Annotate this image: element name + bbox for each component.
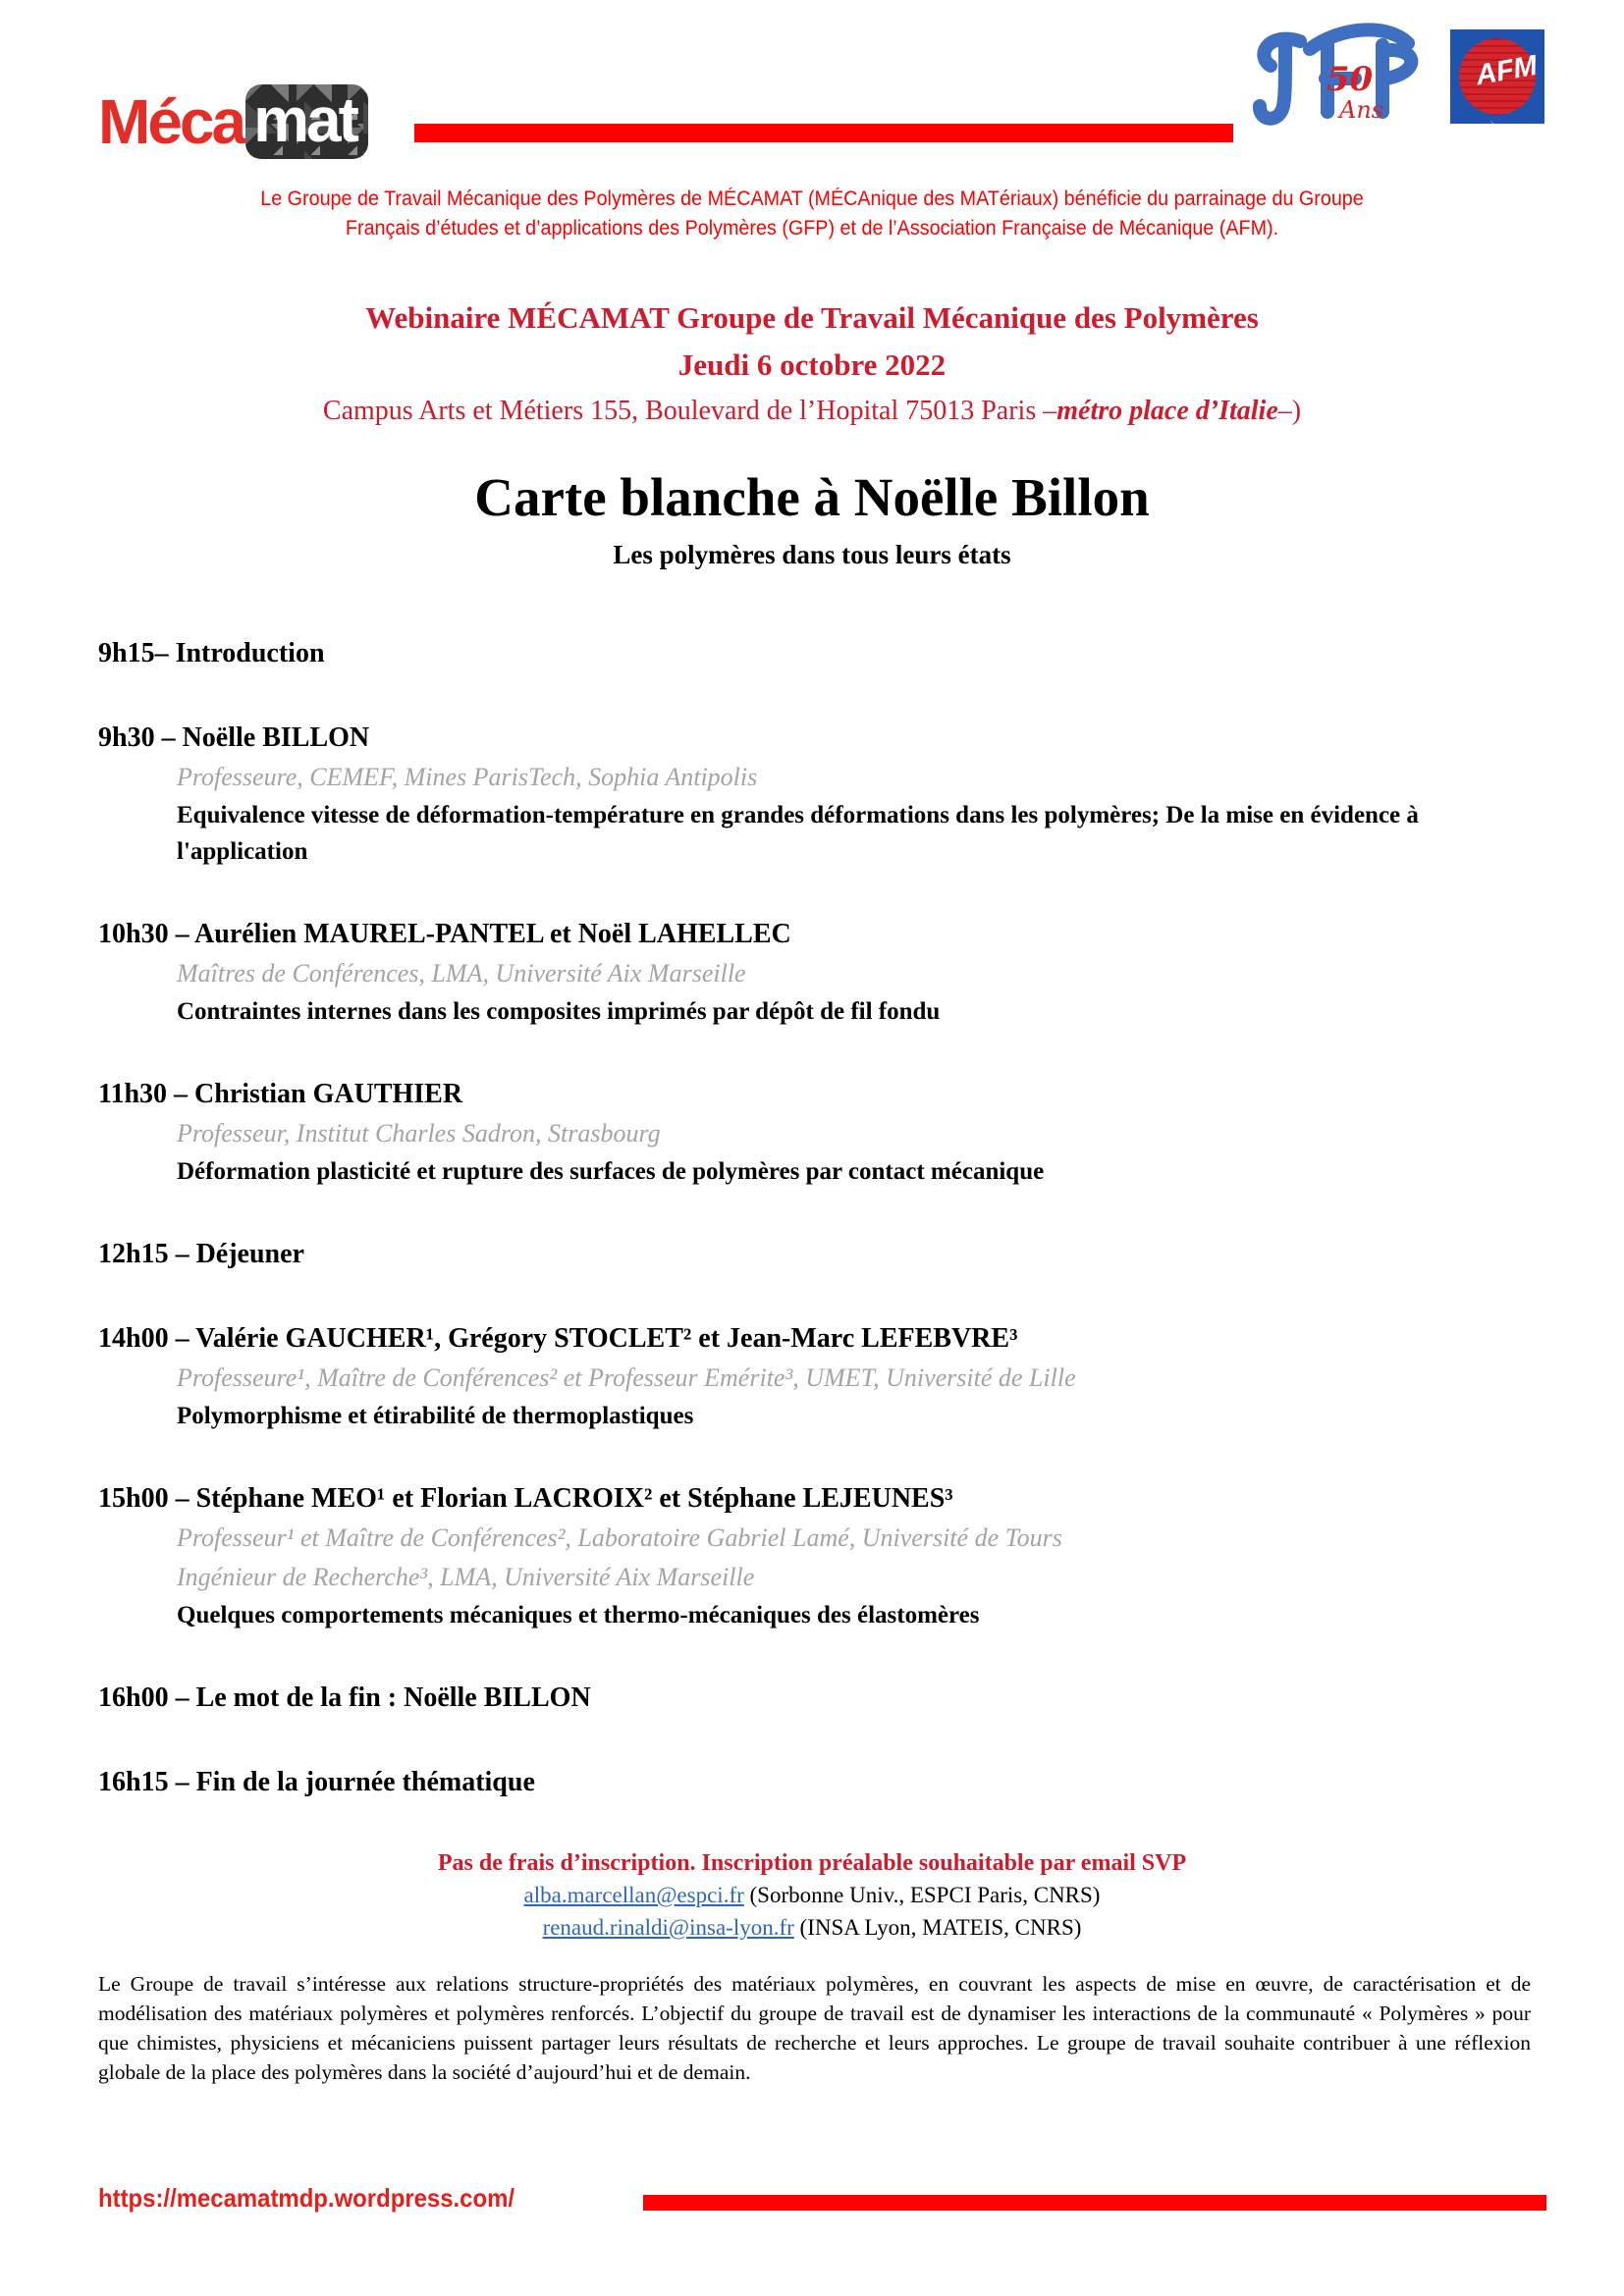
speaker-affiliation: Professeur¹ et Maître de Conférences², Laboratoire Gabriel Lamé, Université de Tours — [177, 1523, 1062, 1552]
talk-title: Equivalence vitesse de déformation-température en grandes déformations dans les polymères; De la mise en évidence à l'application — [177, 802, 1419, 865]
event-location-suffix: –) — [1277, 396, 1302, 426]
patronage-text — [49, 185, 1576, 243]
schedule-time-title: 9h15– Introduction — [98, 638, 325, 668]
headline — [0, 467, 1624, 571]
event-metro-note: métro place d’Italie — [1056, 396, 1278, 426]
contact-affiliation: (INSA Lyon, MATEIS, CNRS) — [793, 1915, 1082, 1940]
event-location-prefix: Campus Arts et Métiers 155, Boulevard de l’Hopital 75013 Paris – — [322, 396, 1057, 426]
speaker-affiliation: Ingénieur de Recherche³, LMA, Université Aix Marseille — [177, 1563, 755, 1591]
contact-email-link[interactable]: renaud.rinaldi@insa-lyon.fr — [542, 1915, 794, 1940]
schedule-item — [98, 1479, 1536, 1633]
schedule-item — [98, 1235, 1536, 1274]
schedule-item — [98, 719, 1536, 870]
registration-contacts — [0, 1879, 1624, 1944]
event-date: Jeudi 6 octobre 2022 — [677, 347, 947, 382]
contact-affiliation: (Sorbonne Univ., ESPCI Paris, CNRS) — [743, 1883, 1101, 1907]
footer-url-link[interactable]: https://mecamatmdp.wordpress.com/ — [98, 2183, 515, 2213]
schedule-time-title: 9h30 – Noëlle BILLON — [98, 722, 370, 753]
top-red-divider — [414, 124, 1233, 142]
talk-title: Contraintes internes dans les composites imprimés par dépôt de fil fondu — [177, 998, 941, 1025]
schedule-item — [98, 1319, 1536, 1434]
event-location — [0, 389, 1624, 434]
gfp-50-text: 50 — [1326, 60, 1374, 99]
page-header — [0, 0, 1624, 177]
registration-block — [0, 1847, 1624, 1944]
contact-line — [0, 1911, 1624, 1944]
speaker-affiliation: Professeure¹, Maître de Conférences² et Professeur Emérite³, UMET, Université de Lille — [177, 1363, 1076, 1392]
schedule-time-title: 12h15 – Déjeuner — [98, 1239, 304, 1269]
schedule-item — [98, 634, 1536, 673]
patronage-line-1: Le Groupe de Travail Mécanique des Polymères de MÉCAMAT (MÉCAnique des MATériaux) bénéficie du parrainage du Groupe — [260, 187, 1364, 210]
mecamat-logo-tile-box — [245, 84, 368, 159]
schedule-time-title: 15h00 – Stéphane MEO¹ et Florian LACROIX² et Stéphane LEJEUNES³ — [98, 1483, 953, 1514]
schedule-time-title: 10h30 – Aurélien MAUREL-PANTEL et Noël LAHELLEC — [98, 919, 791, 949]
schedule-item — [98, 1763, 1536, 1802]
event-title: Webinaire MÉCAMAT Groupe de Travail Mécanique des Polymères — [365, 300, 1259, 335]
contact-email-link[interactable]: alba.marcellan@espci.fr — [523, 1883, 744, 1907]
gfp-logo — [1239, 20, 1440, 139]
mecamat-logo-meca-text: Méca — [98, 86, 244, 157]
afm-logo — [1450, 29, 1544, 124]
mecamat-logo-mat-text: mat — [253, 84, 356, 155]
schedule-time-title: 16h00 – Le mot de la fin : Noëlle BILLON — [98, 1682, 591, 1713]
gfp-anniversary — [1316, 60, 1384, 124]
footer-red-divider — [643, 2195, 1546, 2211]
schedule-time-title: 16h15 – Fin de la journée thématique — [98, 1767, 535, 1797]
event-header — [0, 294, 1624, 434]
gfp-ans-text: Ans — [1339, 96, 1384, 124]
talk-title: Déformation plasticité et rupture des surfaces de polymères par contact mécanique — [177, 1158, 1045, 1185]
schedule-item — [98, 915, 1536, 1030]
contact-line — [0, 1879, 1624, 1911]
schedule-time-title: 11h30 – Christian GAUTHIER — [98, 1079, 463, 1109]
schedule-item — [98, 1075, 1536, 1190]
speaker-affiliation: Maîtres de Conférences, LMA, Université Aix Marseille — [177, 959, 746, 988]
schedule-time-title: 14h00 – Valérie GAUCHER¹, Grégory STOCLET² et Jean-Marc LEFEBVRE³ — [98, 1323, 1018, 1354]
speaker-affiliation: Professeure, CEMEF, Mines ParisTech, Sophia Antipolis — [177, 763, 758, 791]
talk-title: Quelques comportements mécaniques et thermo-mécaniques des élastomères — [177, 1602, 980, 1629]
page-subtitle: Les polymères dans tous leurs états — [613, 540, 1011, 569]
speaker-affiliation: Professeur, Institut Charles Sadron, Strasbourg — [177, 1119, 661, 1148]
schedule-list — [98, 634, 1536, 1802]
about-paragraph: Le Groupe de travail s’intéresse aux relations structure-propriétés des matériaux polymères, en couvrant les aspects de mise en œuvre, de caractérisation et de modélisation des matériaux polymères et polymères renforcés. L’objectif du groupe de travail est de dynamiser les interactions de la communauté « Polymères » pour que chimistes, physiciens et mécaniciens puissent partager leurs résultats de recherche et leurs approches. Le groupe de travail souhaite contribuer à une réflexion globale de la place des polymères dans la société d’aujourd’hui et de demain. — [98, 1972, 1531, 2084]
registration-notice: Pas de frais d’inscription. Inscription préalable souhaitable par email SVP — [437, 1850, 1187, 1876]
patronage-line-2: Français d’études et d’applications des Polymères (GFP) et de l’Association Française de Mécanique (AFM). — [345, 217, 1279, 240]
afm-logo-text: AFM — [1473, 49, 1541, 92]
talk-title: Polymorphisme et étirabilité de thermoplastiques — [177, 1403, 694, 1429]
page-title: Carte blanche à Noëlle Billon — [474, 467, 1150, 527]
schedule-item — [98, 1679, 1536, 1718]
mecamat-logo — [98, 84, 368, 159]
